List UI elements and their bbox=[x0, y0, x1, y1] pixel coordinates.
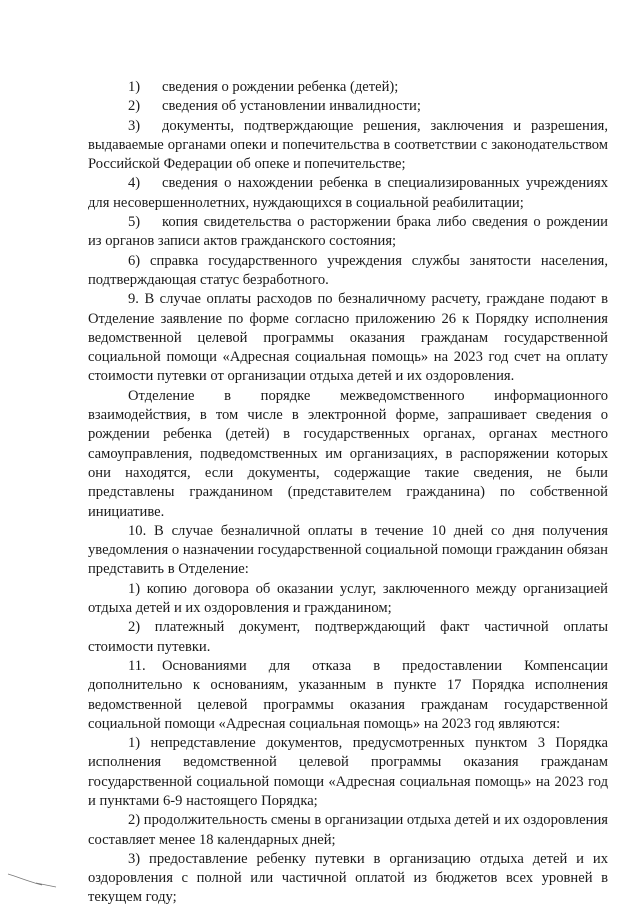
list-item-text: копия свидетельства о расторжении брака либо сведения о рождении из органов записи актов гражданского состояния; bbox=[88, 214, 608, 250]
list-item-text: сведения об установлении инвалидности; bbox=[162, 98, 421, 115]
clause-10-item-2: 2) платежный документ, подтверждающий факт частичной оплаты стоимости путевки. bbox=[88, 619, 608, 655]
list-item-1 bbox=[88, 78, 608, 97]
list-item-text: сведения о рождении ребенка (детей); bbox=[162, 79, 399, 95]
clause-11 bbox=[88, 657, 608, 734]
scan-artifact-mark bbox=[6, 868, 58, 890]
list-item-number: 2) bbox=[128, 98, 141, 115]
clause-number: 11. bbox=[128, 657, 146, 674]
clause-11-item-3: 3) предоставление ребенку путевки в организацию отдыха детей и их оздоровления с полной или частичной оплатой из бюджетов всех уровней в текущем году; bbox=[88, 850, 608, 906]
list-item-5 bbox=[88, 213, 608, 252]
list-item-number: 5) bbox=[128, 214, 141, 231]
list-item-3 bbox=[88, 117, 608, 175]
clause-text: Основаниями для отказа в предоставлении Компенсации дополнительно к основаниям, указанным в пункте 17 Порядка исполнения ведомственной целевой программы оказания гражданам государственной социальной помощи «Адресная социальная помощь» на 2023 год являются: bbox=[88, 657, 608, 732]
clause-11-item-2: 2) продолжительность смены в организации отдыха детей и их оздоровления составляет менее 18 календарных дней; bbox=[88, 812, 608, 848]
list-item-number: 1) bbox=[128, 79, 141, 95]
list-item-6: 6) справка государственного учреждения службы занятости населения, подтверждающая статус безработного. bbox=[88, 252, 608, 288]
list-item-text: документы, подтверждающие решения, заключения и разрешения, выдаваемые органами опеки и попечительства в соответствии с законодательством Российской Федерации об опеке и попечительстве; bbox=[88, 117, 608, 173]
list-item-number: 3) bbox=[128, 117, 141, 134]
list-item-number: 4) bbox=[128, 175, 141, 192]
clause-10: 10. В случае безналичной оплаты в течение 10 дней со дня получения уведомления о назначении государственной социальной помощи гражданин обязан представить в Отделение: bbox=[88, 522, 608, 578]
document-body bbox=[88, 78, 608, 908]
clause-9: 9. В случае оплаты расходов по безналичному расчету, граждане подают в Отделение заявление по форме согласно приложению 26 к Порядку исполнения ведомственной целевой программы оказания гражданам государственной социальной помощи «Адресная социальная помощь» на 2023 год счет на оплату стоимости путевки от организации отдыха детей и их оздоровления. bbox=[88, 291, 608, 385]
clause-10-item-1: 1) копию договора об оказании услуг, заключенного между организацией отдыха детей и их оздоровления и гражданином; bbox=[88, 580, 608, 617]
list-item-text: сведения о нахождении ребенка в специализированных учреждениях для несовершеннолетних, нуждающихся в социальной реабилитации; bbox=[88, 175, 608, 211]
clause-9-interagency: Отделение в порядке межведомственного информационного взаимодействия, в том числе в электронной форме, запрашивает сведения о рождении ребенка (детей) в государственных органах, органах местного самоуправления, подведомственных им организациях, в распоряжении которых они находятся, если документы, содержащие такие сведения, не были представлены гражданином (представителем гражданина) по собственной инициативе. bbox=[88, 387, 608, 520]
list-item-4 bbox=[88, 174, 608, 213]
list-item-2 bbox=[88, 97, 608, 116]
clause-11-item-1: 1) непредставление документов, предусмотренных пунктом 3 Порядка исполнения ведомственной целевой программы оказания гражданам государственной социальной помощи «Адресная социальная помощь» на 2023 год и пунктами 6-9 настоящего Порядка; bbox=[88, 735, 608, 809]
